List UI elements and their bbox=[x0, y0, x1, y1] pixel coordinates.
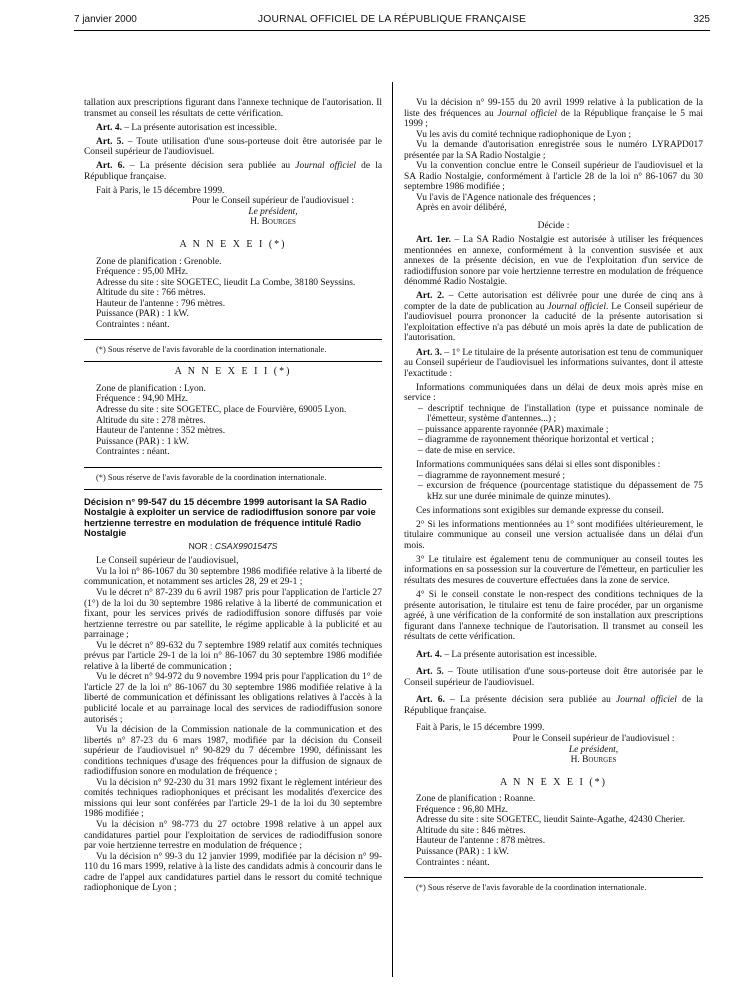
annex-line: Zone de planification : Grenoble. bbox=[96, 256, 222, 267]
article-4 bbox=[404, 650, 703, 661]
visa: Vu la décision n° 99-3 du 12 janvier 1999, modifiée par la décision n° 99-110 du 16 mars 1999, relative à la liste des candidats admis à concourir dans le cadre de l'appel aux candidatures partiel dans le ressort du comité technique radiophonique de Lyon ; bbox=[84, 851, 382, 894]
signature-line: Pour le Conseil supérieur de l'audiovisuel : bbox=[191, 196, 355, 207]
annex-line: Contraintes : néant. bbox=[96, 319, 170, 330]
annex-line: Hauteur de l'antenne : 796 mètres. bbox=[96, 298, 226, 309]
page-number: 325 bbox=[693, 14, 710, 25]
section-rule bbox=[84, 489, 382, 490]
visa: Vu les avis du comité technique radiophonique de Lyon ; bbox=[416, 129, 632, 140]
annex-line: Altitude du site : 766 mètres. bbox=[96, 288, 206, 299]
article-5 bbox=[404, 667, 703, 688]
article-text: – Toute utilisation d'une sous-porteuse doit être autorisée par le Conseil supérieur de l'audiovisuel. bbox=[404, 667, 703, 688]
nor-code: CSAX9901547S bbox=[214, 540, 278, 551]
visa bbox=[404, 98, 703, 130]
footnote-rule bbox=[404, 877, 703, 878]
decide-heading: Décide : bbox=[537, 221, 570, 232]
article-text: – Cette autorisation est délivrée pour une durée de cinq ans à compter de la date de publication au bbox=[404, 291, 703, 312]
visa: Vu la décision n° 92-230 du 31 mars 1992 fixant le règlement intérieur des comités techniques radiophoniques et précisant les modalités d'exercice des missions qui leur sont conférées par l'article 29-1 de la loi du 30 septembre 1986 modifiée ; bbox=[84, 777, 382, 820]
annex-line: Adresse du site : site SOGETEC, lieudit La Combe, 38180 Seyssins. bbox=[96, 277, 356, 288]
article-text-end: de la République française. bbox=[84, 161, 383, 182]
list-item: – excursion de fréquence (pourcentage statistique du dépassement de 75 kHz sur une durée minimale de quinze minutes). bbox=[418, 481, 703, 502]
article-number: Art. 2. bbox=[416, 291, 445, 302]
article-number: Art. 5. bbox=[416, 667, 444, 678]
journal-officiel-ref: Journal officiel bbox=[616, 695, 677, 706]
annex-line: Puissance (PAR) : 1 kW. bbox=[96, 309, 189, 320]
article-1 bbox=[404, 235, 703, 288]
info-heading: Informations communiquées dans un délai de deux mois après mise en service : bbox=[404, 382, 703, 404]
signature-name: H. Bourges bbox=[250, 217, 296, 228]
article-number: Art. 4. bbox=[96, 122, 122, 133]
paragraph-2: 2° Si les informations mentionnées au 1° sont modifiées ultérieurement, le titulaire communique au conseil une version actualisée dans un délai d'un mois. bbox=[404, 519, 703, 551]
article-4 bbox=[84, 123, 382, 134]
annex-1-title: A N N E X E I (*) bbox=[499, 776, 608, 788]
annex-1-details bbox=[84, 257, 382, 331]
footnote: (*) Sous réserve de l'avis favorable de la coordination internationale. bbox=[96, 345, 327, 355]
article-number: Art. 6. bbox=[96, 161, 125, 172]
article-number: Art. 5. bbox=[96, 136, 124, 147]
decision-intro: Le Conseil supérieur de l'audiovisuel, bbox=[96, 556, 239, 567]
fait-a-paris: Fait à Paris, le 15 décembre 1999. bbox=[416, 723, 545, 734]
annex-line: Adresse du site : site SOGETEC, place de Fourvière, 69005 Lyon. bbox=[96, 405, 347, 416]
continued-paragraph: tallation aux prescriptions figurant dans l'annexe technique de l'autorisation. Il transmet au conseil les résultats de cette vérification. bbox=[84, 98, 382, 119]
annex-2-title: A N N E X E I I (*) bbox=[174, 366, 292, 378]
annex-line: Fréquence : 94,90 MHz. bbox=[96, 394, 188, 405]
article-number: Art. 1er. bbox=[416, 235, 451, 246]
article-5 bbox=[84, 137, 382, 158]
footnote-rule bbox=[84, 339, 382, 340]
journal-officiel-ref: Journal officiel bbox=[547, 301, 606, 312]
article-6 bbox=[84, 161, 382, 182]
signature-role: Le président, bbox=[248, 206, 298, 217]
visa-text-end: de la République française le 5 mai 1999 ; bbox=[404, 108, 703, 130]
list-item: – diagramme de rayonnement mesuré ; bbox=[418, 470, 566, 481]
annex-line: Altitude du site : 846 mètres. bbox=[416, 825, 526, 836]
visa: Vu la loi n° 86-1067 du 30 septembre 1986 modifiée relative à la liberté de communication, et notamment ses articles 28, 29 et 29-1 ; bbox=[84, 566, 382, 588]
signature-name: H. Bourges bbox=[570, 755, 617, 766]
nor-label: NOR : bbox=[188, 540, 215, 551]
list-item: – descriptif technique de l'installation (type et puissance nominale de l'émetteur, système d'antennes...) ; bbox=[418, 403, 703, 425]
visa: Vu l'avis de l'Agence nationale des fréquences ; bbox=[416, 192, 596, 203]
visa: Vu la demande d'autorisation enregistrée sous le numéro LYRAPD017 présentée par la SA Radio Nostalgie ; bbox=[404, 140, 703, 161]
annex-line: Hauteur de l'antenne : 352 mètres. bbox=[96, 426, 226, 437]
visa: Après en avoir délibéré, bbox=[416, 203, 507, 214]
column-divider bbox=[392, 82, 393, 977]
annex-line: Contraintes : néant. bbox=[416, 857, 490, 868]
annex-line: Hauteur de l'antenne : 878 mètres. bbox=[416, 836, 546, 847]
annex-line: Contraintes : néant. bbox=[96, 447, 170, 458]
article-2 bbox=[404, 291, 703, 344]
article-text-end: de la République française. bbox=[404, 695, 703, 716]
footnote: (*) Sous réserve de l'avis favorable de la coordination internationale. bbox=[96, 472, 327, 482]
header-date: 7 janvier 2000 bbox=[74, 14, 137, 25]
article-6 bbox=[404, 695, 703, 716]
journal-title: JOURNAL OFFICIEL DE LA RÉPUBLIQUE FRANÇAISE bbox=[257, 14, 527, 25]
annex-line: Puissance (PAR) : 1 kW. bbox=[96, 436, 189, 447]
list-item: – diagramme de rayonnement théorique horizontal et vertical ; bbox=[418, 435, 654, 446]
signature-role: Le président, bbox=[568, 744, 619, 755]
visa-text: Vu la décision n° 99-155 du 20 avril 1999 relative à la publication de la liste des fréquences au bbox=[404, 98, 703, 119]
article-text: – 1° Le titulaire de la présente autorisation est tenu de communiquer au Conseil supérieur de l'audiovisuel les informations suivantes, dont il atteste l'exactitude : bbox=[404, 347, 703, 379]
fait-a-paris: Fait à Paris, le 15 décembre 1999. bbox=[96, 185, 225, 196]
section-rule bbox=[84, 361, 382, 362]
list-item: – puissance apparente rayonnée (PAR) maximale ; bbox=[418, 424, 609, 435]
article-number: Art. 4. bbox=[416, 649, 442, 660]
paragraph-4: 4° Si le conseil constate le non-respect des conditions techniques de la présente autorisation, le titulaire est tenu de faire procéder, par un organisme agréé, à une vérification de la conformité de son installation aux prescriptions figurant dans l'annexe technique de l'autorisation. Il transmet au conseil les résultats de cette vérification. bbox=[404, 590, 703, 643]
article-text-end: . Le Conseil supérieur de l'audiovisuel pourra prononcer la caducité de la présente autorisation si l'exploitation effective n'a pas débuté un mois après la date de publication de l'autorisation. bbox=[404, 301, 703, 344]
annex-2-details bbox=[84, 384, 382, 458]
info-note: Ces informations sont exigibles sur demande expresse du conseil. bbox=[416, 505, 664, 516]
article-number: Art. 3. bbox=[416, 347, 442, 358]
annex-line: Fréquence : 95,00 MHz. bbox=[96, 267, 188, 278]
annex-1-title: A N N E X E I (*) bbox=[179, 239, 287, 251]
article-3 bbox=[404, 348, 703, 380]
info-heading: Informations communiquées sans délai si elles sont disponibles : bbox=[416, 460, 661, 470]
annex-line: Fréquence : 96,80 MHz. bbox=[416, 804, 508, 815]
visa: Vu le décret n° 87-239 du 6 avril 1987 pris pour l'application de l'article 27 (1°) de la loi du 30 septembre 1986 relative à la liberté de communication et fixant, pour les services privés de radiodiffusion sonore diffusés par voie hertzienne terrestre ou par satellite, le régime applicable à la publicité et au parrainage ; bbox=[84, 587, 382, 641]
signature-line: Pour le Conseil supérieur de l'audiovisuel : bbox=[512, 734, 675, 745]
visa: Vu le décret n° 94-972 du 9 novembre 1994 pris pour l'application du 1° de l'article 27 de la loi n° 86-1067 du 30 septembre 1986 modifiée relative à la liberté de communication et définissant les obligations relatives à l'accès à la publicité locale et au parrainage local des services de radiodiffusion sonore autorisés ; bbox=[84, 672, 382, 725]
article-text: – La présente autorisation est incessible. bbox=[121, 122, 277, 133]
journal-officiel-ref: Journal officiel bbox=[497, 108, 557, 119]
article-text: – Toute utilisation d'une sous-porteuse doit être autorisée par le Conseil supérieur de l'audiovisuel. bbox=[84, 136, 382, 158]
annex-line: Zone de planification : Roanne. bbox=[416, 794, 536, 805]
annex-line: Puissance (PAR) : 1 kW. bbox=[416, 846, 509, 857]
right-column bbox=[404, 98, 703, 893]
left-column bbox=[84, 98, 382, 894]
nor-reference bbox=[84, 541, 382, 552]
annex-line: Altitude du site : 278 mètres. bbox=[96, 415, 206, 426]
footnote-rule bbox=[84, 467, 382, 468]
visa: Vu la décision n° 98-773 du 27 octobre 1998 relative à un appel aux candidatures partiel pour l'exploitation de services de radiodiffusion sonore par voie hertzienne terrestre en modulation de fréquence ; bbox=[84, 819, 382, 852]
article-text: – La SA Radio Nostalgie est autorisée à utiliser les fréquences mentionnées en annexe, conformément à la convention susvisée et aux annexes de la présente décision, en vue de l'exploitation d'un service de radiodiffusion sonore par voie hertzienne terrestre en modulation de fréquence dénommé Radio Nostalgie. bbox=[404, 235, 703, 288]
article-text: – La présente autorisation est incessible. bbox=[441, 649, 597, 660]
article-text: – La présente décision sera publiée au bbox=[444, 695, 617, 706]
header-rule bbox=[74, 30, 710, 31]
journal-officiel-ref: Journal officiel bbox=[295, 161, 357, 172]
article-text: – La présente décision sera publiée au bbox=[124, 161, 296, 172]
page-header bbox=[74, 14, 710, 28]
article-number: Art. 6. bbox=[416, 695, 445, 706]
visa: Vu la décision de la Commission nationale de la communication et des libertés n° 87-23 du 6 mars 1987, modifiée par la décision du Conseil supérieur de l'audiovisuel n° 90-829 du 7 décembre 1990, définissant les conditions techniques d'usage des fréquences pour la diffusion de signaux de radiodiffusion sonore en modulation de fréquence ; bbox=[84, 725, 382, 778]
visa: Vu le décret n° 89-632 du 7 septembre 1989 relatif aux comités techniques prévus par l'article 29-1 de la loi n° 86-1067 du 30 septembre 1986 modifiée relative à la liberté de communication ; bbox=[84, 640, 382, 672]
list-item: – date de mise en service. bbox=[418, 445, 515, 456]
paragraph-3: 3° Le titulaire est également tenu de communiquer au conseil toutes les informations en sa possession sur la couverture de l'émetteur, en particulier les résultats des mesures de couverture effectuées dans la zone de service. bbox=[404, 554, 703, 586]
visa: Vu la convention conclue entre le Conseil supérieur de l'audiovisuel et la SA Radio Nostalgie, conformément à l'article 28 de la loi n° 86-1067 du 30 septembre 1986 modifiée ; bbox=[404, 161, 703, 193]
annex-1-details bbox=[404, 794, 703, 868]
annex-line: Zone de planification : Lyon. bbox=[96, 383, 206, 394]
annex-line: Adresse du site : site SOGETEC, lieudit Sainte-Agathe, 42430 Cherier. bbox=[416, 815, 685, 826]
footnote: (*) Sous réserve de l'avis favorable de la coordination internationale. bbox=[416, 883, 647, 893]
decision-title: Décision n° 99-547 du 15 décembre 1999 autorisant la SA Radio Nostalgie à exploiter un service de radiodiffusion sonore par voie hertzienne terrestre en modulation de fréquence intitulé Radio Nostalgie bbox=[84, 495, 376, 539]
